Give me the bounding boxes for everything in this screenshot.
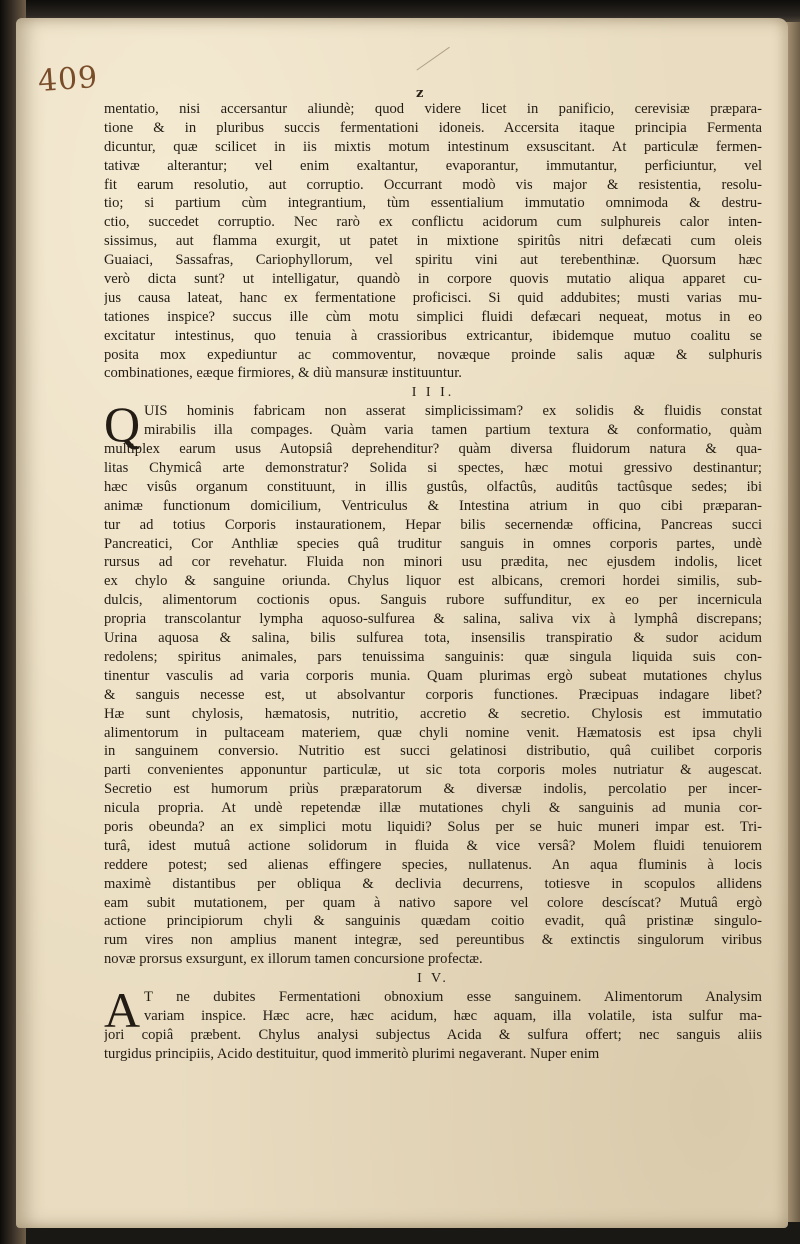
text-line: Guaiaci, Sassafras, Cariophyllorum, vel spiritu vini aut terebenthinæ. Quorsum hæc (104, 252, 762, 269)
text-line: verò dicta sunt? ut intelligatur, quandò in corpore quovis mutatio aliqua apparet cu- (104, 271, 762, 288)
text-line: sissimus, aut flamma exurgit, ut patet in mixtione spiritûs nitri defæcati cum oleis (104, 233, 762, 250)
text-line: mentatio, nisi accersantur aliundè; quod videre licet in panificio, cerevisiæ præpara- (104, 101, 762, 117)
text-line: eam subit mutationem, per quam à nativo sapore vel colore descíscat? Mutuâ ergò (104, 894, 762, 911)
text-line: tativæ alterantur; vel enim exaltantur, evaporantur, immutantur, perficiuntur, vel (104, 157, 762, 174)
text-line: reddere potest; sed alienas effingere species, nullatenus. An aqua fluminis à locis (104, 856, 762, 873)
text-line: Urina aquosa & salina, bilis sulfurea tota, insensilis transpiratio & sudor acidum (104, 630, 762, 647)
text-line: fit earum resolutio, aut corruptio. Occurrant modò vis major & resistentia, resolu- (104, 176, 762, 193)
text-line: litas Chymicâ arte demonstratur? Solida si spectes, hæc motui gressivo destinantur; (104, 460, 762, 477)
text-line: & sanguis necesse est, ut absolvantur corporis functiones. Præcipuas indagare libet? (104, 686, 762, 703)
text-line: ctio, succedet corruptio. Nec rarò ex conflictu acidorum cum sulphureis calor inten- (104, 214, 762, 231)
text-line: tationes inspice? succus ille cùm motu simplici fluidi defæcari nequeat, motus in eo (104, 308, 762, 325)
text-line: parti convenientes apponuntur particulæ, ut sic tota corporis moles nutriatur & augescat. (104, 762, 762, 779)
text-line: poris obeunda? an ex simplici motu liquidi? Solus per se huic muneri impar est. Tri- (104, 818, 762, 835)
text-line: dulcis, alimentorum coctionis opus. Sanguis rubore suffunditur, ex eo per incernicula (104, 592, 762, 609)
text-line: tur ad totius Corporis instaurationem, Hepar bilis secernendæ officina, Pancreas succi (104, 516, 762, 533)
text-line: posita mox expediuntur ac commoventur, novæque proinde salis aquæ & sulphuris (104, 346, 762, 363)
text-line: ex chylo & sanguine oriunda. Chylus liquor est albicans, cremori hordei similis, sub- (104, 573, 762, 590)
text-line: tione & in pluribus succis fermentationi idoneis. Accersita itaque principia Fermenta (104, 119, 762, 136)
text-line: propria transcolantur lympha aquoso-sulfurea & salina, saliva vix à lymphâ discrepans; (104, 611, 762, 628)
text-line: turgidus principiis, Acido destituitur, quod immeritò plurimi negaverant. Nuper enim (104, 1045, 600, 1062)
page-edge-right (786, 22, 800, 1222)
text-line: tinentur vasculis ad varia corporis munia. Quam plurimas ergò subeat mutationes chylus (104, 667, 762, 684)
text-line: hæc visûs organum constituunt, in illis gustûs, olfactûs, auditûs tactûsque sedes; ibi (104, 478, 762, 495)
text-line: UIS hominis fabricam non asserat simplicissimam? ex solidis & fluidis constat (144, 403, 762, 420)
signature-mark: z (416, 86, 424, 101)
text-line: jori copiâ præbent. Chylus analysi subjectus Acida & sulfura offert; nec sanguis aliis (104, 1026, 762, 1043)
text-line: multiplex earum usus Autopsiâ deprehenditur? quàm diversa fluidorum natura & qua- (104, 441, 762, 458)
text-line: excitatur intestinus, quo tenuia à crassioribus extricantur, ibidemque mutuo coalitu se (104, 327, 762, 344)
text-line: combinationes, eæque firmiores, & diù mansuræ instituuntur. (104, 365, 462, 382)
text-line: turâ, idest mutuâ actione solidorum in fluida & vice versâ? Molem fluidi tenuiorem (104, 837, 762, 854)
paragraph-1 (104, 100, 762, 383)
text-line: Pancreatici, Cor Anthliæ species quâ truditur sanguis in omnes corporis partes, undè (104, 535, 762, 552)
text-line: tio; si partium cùm integrantium, tùm essentialium immutatio omnimoda & destru- (104, 195, 762, 212)
text-line: jus causa lateat, hanc ex fermentatione proficisci. Si quid addubites; musti varias mu- (104, 289, 762, 306)
text-line: novæ prorsus exsurgunt, ex illorum tamen concursione profectæ. (104, 951, 483, 968)
text-line: rursus ad cor revehatur. Fluida non minori usu prædita, nec ejusdem indolis, licet (104, 554, 762, 571)
text-line: mirabilis illa compages. Quàm varia tamen partium textura & conformatio, quàm (144, 422, 762, 439)
text-line: actione principiorum chyli & sanguinis quædam coitio evadit, quâ pristinæ singulo- (104, 913, 762, 930)
text-line: rum vires non amplius manent integræ, sed pereuntibus & extinctis singulorum viribus (104, 932, 762, 949)
text-line: redolens; spiritus animales, pars tenuissima sanguinis: quæ singula liquida suis con- (104, 648, 762, 665)
page-text (104, 100, 762, 1064)
text-line: Hæ sunt chylosis, hæmatosis, nutritio, accretio & secretio. Chylosis est immutatio (104, 705, 762, 722)
drop-cap: Q (104, 396, 141, 453)
section-heading-4: I V. (417, 971, 449, 987)
text-line: nicula propria. At undè repetendæ illæ mutationes chyli & sanguinis ad munia cor- (104, 800, 762, 817)
drop-cap: A (104, 982, 141, 1039)
text-line: dicuntur, quæ scilicet in iis mixtis motum intestinum exsuscitant. At particulæ fermen- (104, 138, 762, 155)
text-line: Secretio est humorum priùs præparatorum & diversæ indolis, percolatio per incer- (104, 781, 762, 798)
section-4 (104, 982, 762, 1064)
text-line: in sanguinem conversio. Nutritio est succi gelatinosi distributio, quâ cuilibet corporis (104, 743, 762, 760)
text-line: maximè distantibus per obliqua & declivia decurrens, totiesve in scopulos allidens (104, 875, 762, 892)
text-line: T ne dubites Fermentationi obnoxium esse sanguinem. Alimentorum Analysim (144, 989, 762, 1006)
text-line: animæ functionum domicilium, Ventriculus & Intestina atrium in quo cibi præparan- (104, 497, 762, 514)
section-3 (104, 396, 762, 969)
folio-number: 409 (36, 59, 100, 100)
text-line: alimentorum in pultaceam materiem, quæ chyli nomine venit. Hæmatosis est ipsa chyli (104, 724, 762, 741)
text-line: variam inspice. Hæc acre, hæc acidum, hæc aquam, illa volatile, ista sulfur ma- (144, 1007, 762, 1024)
section-heading-3: I I I. (411, 385, 455, 401)
